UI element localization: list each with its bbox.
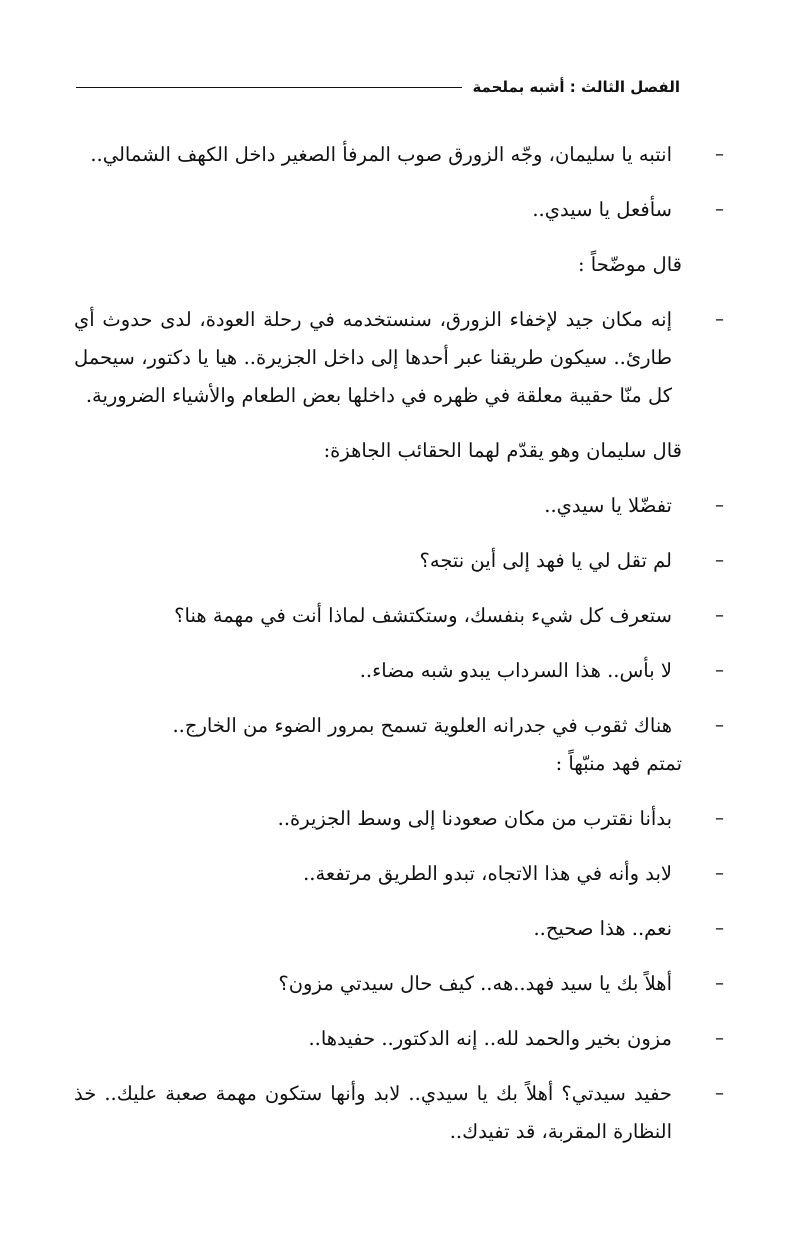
dialog-line [74,800,724,838]
dialog-dash: – [715,918,724,939]
dialog-line [74,301,724,415]
dialog-text: نعم.. هذا صحيح.. [533,917,672,940]
dialog-line [74,542,724,580]
dialog-text: إنه مكان جيد لإخفاء الزورق، سنستخدمه في رحلة العودة، لدى حدوث أي طارئ.. سيكون طريقنا عبر أحدها إلى داخل الجزيرة.. هيا يا دكتور، سيحمل كل منّا حقيبة معلقة في ظهره في داخلها بعض الطعام والأشياء الضرورية. [74,308,672,407]
dialog-dash: – [715,1083,724,1104]
dialog-line [74,1020,724,1058]
dialog-line [74,597,724,635]
narration-text: تمتم فهد منبّهاً : [555,752,682,775]
dialog-dash: – [715,495,724,516]
dialog-line [74,136,724,174]
dialog-text: انتبه يا سليمان، وجّه الزورق صوب المرفأ الصغير داخل الكهف الشمالي.. [90,143,672,166]
dialog-text: بدأنا نقترب من مكان صعودنا إلى وسط الجزيرة.. [277,807,672,830]
narration-line [74,745,724,783]
dialog-dash: – [715,199,724,220]
dialog-dash: – [715,309,724,330]
dialog-text: لابد وأنه في هذا الاتجاه، تبدو الطريق مرتفعة.. [303,862,672,885]
dialog-dash: – [715,660,724,681]
running-header [76,78,680,96]
dialog-line [74,1075,724,1151]
header-rule [76,87,462,88]
dialog-dash: – [715,808,724,829]
narration-text: قال سليمان وهو يقدّم لهما الحقائب الجاهزة: [323,439,682,462]
dialog-line [74,191,724,229]
narration-line [74,432,724,470]
dialog-line [74,965,724,1003]
dialog-dash: – [715,863,724,884]
dialog-dash: – [715,550,724,571]
dialog-text: لم تقل لي يا فهد إلى أين نتجه؟ [419,549,672,572]
dialog-dash: – [715,605,724,626]
dialog-dash: – [715,715,724,736]
chapter-title: الفصل الثالث : أشبه بملحمة [472,78,680,96]
narration-line [74,246,724,284]
narration-text: قال موضّحاً : [577,253,682,276]
dialog-text: لا بأس.. هذا السرداب يبدو شبه مضاء.. [359,659,672,682]
dialog-text: حفيد سيدتي؟ أهلاً بك يا سيدي.. لابد وأنها ستكون مهمة صعبة عليك.. خذ النظارة المقربة، قد تفيدك.. [74,1082,672,1143]
dialog-text: سأفعل يا سيدي.. [532,198,672,221]
dialog-text: أهلاً بك يا سيد فهد..هه.. كيف حال سيدتي مزون؟ [278,972,672,995]
dialog-line [74,487,724,525]
dialog-text: تفضّلا يا سيدي.. [544,494,672,517]
dialog-line [74,910,724,948]
page-body [74,136,724,1151]
dialog-line [74,855,724,893]
dialog-line [74,707,724,745]
dialog-text: هناك ثقوب في جدرانه العلوية تسمح بمرور الضوء من الخارج.. [172,714,672,737]
dialog-text: ستعرف كل شيء بنفسك، وستكتشف لماذا أنت في مهمة هنا؟ [174,604,672,627]
dialog-text: مزون بخير والحمد لله.. إنه الدكتور.. حفيدها.. [308,1027,672,1050]
dialog-dash: – [715,1028,724,1049]
dialog-dash: – [715,144,724,165]
dialog-dash: – [715,973,724,994]
dialog-line [74,652,724,690]
